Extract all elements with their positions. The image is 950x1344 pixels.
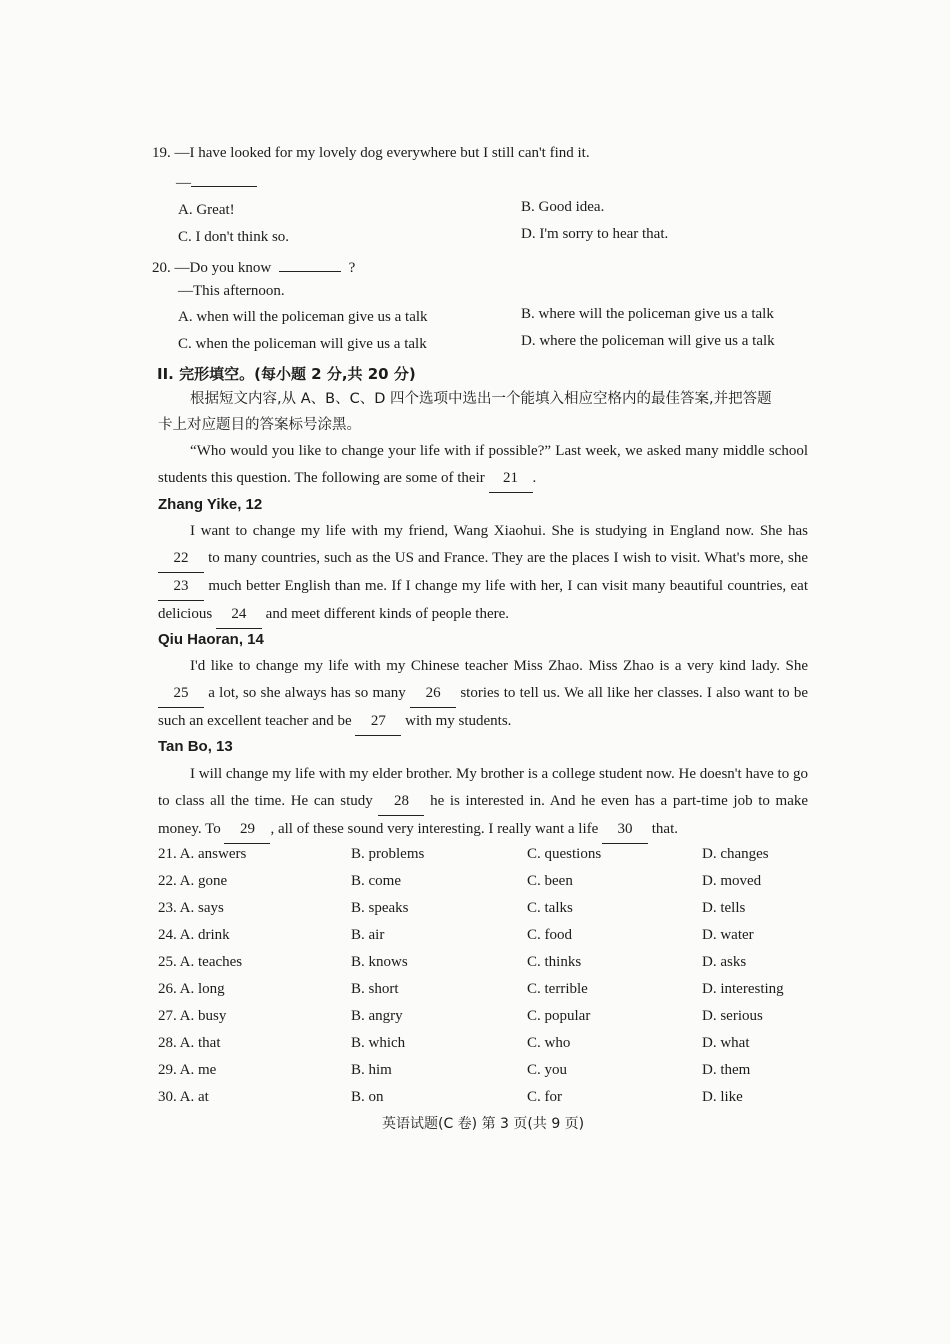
choice-29-a: 29. A. me: [158, 1062, 217, 1078]
blank-22: 22: [158, 545, 204, 573]
choice-21-b: B. problems: [351, 846, 425, 862]
section-instruction-line2: 卡上对应题目的答案标号涂黑。: [158, 417, 361, 433]
choice-28-b: B. which: [351, 1035, 406, 1051]
q20-stem-after: ?: [348, 260, 356, 276]
choice-27-c: C. popular: [527, 1008, 591, 1024]
q19-option-c: C. I don't think so.: [178, 229, 290, 245]
p3-text-d: that.: [651, 821, 679, 837]
choice-22-c: C. been: [527, 873, 573, 889]
blank-23: 23: [158, 573, 204, 601]
q19-option-a: A. Great!: [178, 202, 235, 218]
choice-26-d: D. interesting: [702, 981, 784, 997]
q19-option-b: B. Good idea.: [521, 199, 605, 215]
p3-text-a: I will change my life with my elder brother. My brother is a college student now. He doesn't have to go to class all the time. He can study: [158, 766, 808, 809]
p1-text-a: I want to change my life with my friend, Wang Xiaohui. She is studying in England now. She has: [190, 523, 808, 539]
choice-28-d: D. what: [702, 1035, 750, 1051]
paragraph-tan-bo: [158, 761, 808, 844]
choice-26-c: C. terrible: [527, 981, 588, 997]
choice-29-d: D. them: [702, 1062, 751, 1078]
choice-25-a: 25. A. teaches: [158, 954, 243, 970]
choice-22-b: B. come: [351, 873, 401, 889]
choice-26-b: B. short: [351, 981, 399, 997]
choice-row-23: [0, 900, 950, 920]
choice-23-a: 23. A. says: [158, 900, 224, 916]
choice-23-d: D. tells: [702, 900, 746, 916]
choice-22-d: D. moved: [702, 873, 762, 889]
q20-stem-before: 20. —Do you know: [152, 260, 272, 276]
p1-text-d: and meet different kinds of people there.: [265, 606, 510, 622]
passage-intro-end: .: [532, 470, 537, 486]
choice-28-c: C. who: [527, 1035, 571, 1051]
p3-text-b: he is interested in. And he even has a part-time job to make money. To: [158, 793, 809, 837]
paragraph-qiu-haoran: [158, 653, 808, 736]
p1-text-c: much better English than me. If I change my life with her, I can visit many beautiful countries, eat delicious: [158, 578, 809, 622]
student-name-qiu-haoran: Qiu Haoran, 14: [158, 631, 264, 648]
choice-23-c: C. talks: [527, 900, 573, 916]
p2-text-b: a lot, so she always has so many: [208, 685, 406, 701]
choice-22-a: 22. A. gone: [158, 873, 228, 889]
q19-reply: [176, 172, 257, 192]
p3-text-c: , all of these sound very interesting. I really want a life: [270, 821, 599, 837]
blank-30: 30: [602, 816, 648, 844]
choice-27-b: B. angry: [351, 1008, 403, 1024]
q20-option-a: A. when will the policeman give us a talk: [178, 309, 428, 325]
q19-stem: 19. —I have looked for my lovely dog everywhere but I still can't find it.: [152, 145, 590, 161]
choice-25-c: C. thinks: [527, 954, 582, 970]
paragraph-zhang-yike: [158, 518, 808, 629]
choice-row-30: [0, 1089, 950, 1109]
choice-row-21: [0, 846, 950, 866]
q19-answer-blank: [191, 172, 257, 187]
p1-text-b: to many countries, such as the US and France. They are the places I wish to visit. What's more, she: [208, 550, 808, 566]
blank-29: 29: [224, 816, 270, 844]
choice-24-d: D. water: [702, 927, 754, 943]
section-heading: II. 完形填空。(每小题 2 分,共 20 分): [157, 365, 416, 383]
choice-21-c: C. questions: [527, 846, 602, 862]
blank-26: 26: [410, 680, 456, 708]
choice-row-22: [0, 873, 950, 893]
q20-reply: —This afternoon.: [178, 283, 285, 299]
blank-25: 25: [158, 680, 204, 708]
choice-23-b: B. speaks: [351, 900, 409, 916]
q19-option-d: D. I'm sorry to hear that.: [521, 226, 669, 242]
choice-row-29: [0, 1062, 950, 1082]
q20-option-c: C. when the policeman will give us a talk: [178, 336, 427, 352]
choice-24-a: 24. A. drink: [158, 927, 230, 943]
choice-21-a: 21. A. answers: [158, 846, 247, 862]
choice-27-d: D. serious: [702, 1008, 763, 1024]
q20-stem: [152, 257, 355, 277]
choice-row-28: [0, 1035, 950, 1055]
blank-28: 28: [378, 788, 424, 816]
choice-29-c: C. you: [527, 1062, 568, 1078]
choice-30-c: C. for: [527, 1089, 562, 1105]
student-name-zhang-yike: Zhang Yike, 12: [158, 496, 263, 513]
passage-intro: [158, 438, 808, 493]
page-footer: 英语试题(C 卷) 第 3 页(共 9 页): [382, 1116, 585, 1132]
blank-21: 21: [489, 465, 533, 493]
p2-text-c: stories to tell us. We all like her classes. I also want to be such an excellent teacher and be: [158, 685, 809, 729]
passage-intro-text: “Who would you like to change your life with if possible?” Last week, we asked many middle school students this question. The following are some of their: [158, 443, 808, 486]
q19-reply-dash: —: [176, 175, 191, 191]
choice-25-d: D. asks: [702, 954, 747, 970]
section-instruction-line1: 根据短文内容,从 A、B、C、D 四个选项中选出一个能填入相应空格内的最佳答案,并把答题: [190, 391, 772, 407]
choice-27-a: 27. A. busy: [158, 1008, 227, 1024]
choice-24-c: C. food: [527, 927, 572, 943]
blank-27: 27: [355, 708, 401, 736]
choice-24-b: B. air: [351, 927, 385, 943]
choice-30-b: B. on: [351, 1089, 384, 1105]
choice-row-25: [0, 954, 950, 974]
choice-row-27: [0, 1008, 950, 1028]
q20-answer-blank: [279, 257, 341, 272]
q20-option-d: D. where the policeman will give us a talk: [521, 333, 775, 349]
choice-21-d: D. changes: [702, 846, 769, 862]
choice-row-24: [0, 927, 950, 947]
choice-30-a: 30. A. at: [158, 1089, 209, 1105]
choice-29-b: B. him: [351, 1062, 392, 1078]
blank-24: 24: [216, 601, 262, 629]
p2-text-a: I'd like to change my life with my Chinese teacher Miss Zhao. Miss Zhao is a very kind lady. She: [190, 658, 808, 674]
choice-25-b: B. knows: [351, 954, 408, 970]
choice-28-a: 28. A. that: [158, 1035, 221, 1051]
q20-option-b: B. where will the policeman give us a talk: [521, 306, 774, 322]
student-name-tan-bo: Tan Bo, 13: [158, 738, 233, 755]
choice-row-26: [0, 981, 950, 1001]
choice-26-a: 26. A. long: [158, 981, 225, 997]
p2-text-d: with my students.: [405, 713, 512, 729]
choice-30-d: D. like: [702, 1089, 743, 1105]
